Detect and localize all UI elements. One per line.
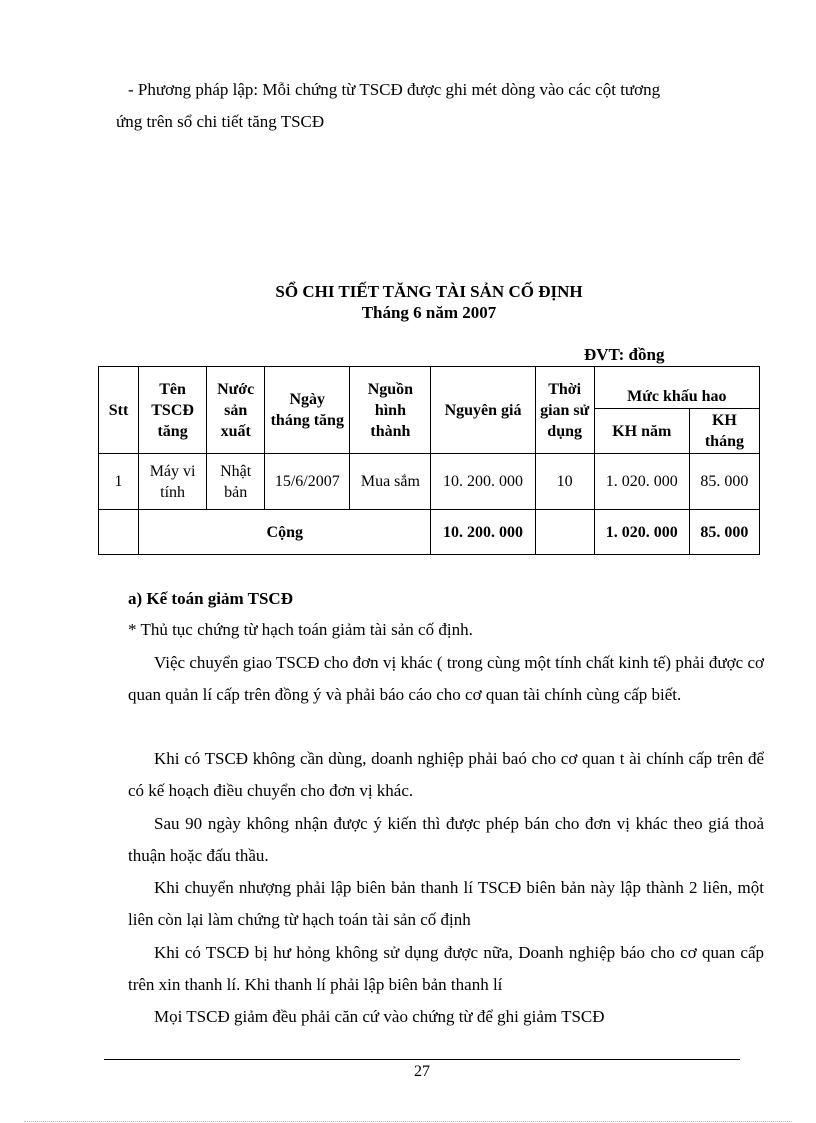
table-row bbox=[99, 454, 760, 510]
paragraph-4: Khi chuyển nhượng phải lập biên bản thanh lí TSCĐ biên bản này lập thành 2 liên, một liên còn lại làm chứng từ hạch toán tài sản cố định bbox=[128, 878, 764, 929]
page-edge bbox=[24, 1121, 792, 1122]
paragraph-2: Khi có TSCĐ không cần dùng, doanh nghiệp phải baó cho cơ quan t ài chính cấp trên để có kế hoạch điều chuyển cho đơn vị khác. bbox=[128, 749, 764, 800]
total-label: Cộng bbox=[139, 510, 431, 555]
ledger-unit: ĐVT: đồng bbox=[584, 345, 665, 364]
header-asset-name: Tên TSCĐ tăng bbox=[139, 367, 207, 454]
header-dep-month: KH tháng bbox=[689, 409, 759, 454]
cell-source: Mua sắm bbox=[350, 454, 431, 510]
cell-asset-name: Máy vi tính bbox=[139, 454, 207, 510]
paragraph-1: Việc chuyển giao TSCĐ cho đơn vị khác ( trong cùng một tính chất kinh tế) phải được cơ quan quản lí cấp trên đồng ý và phải báo cáo cho cơ quan tài chính cùng cấp biết. bbox=[128, 653, 764, 704]
total-dep-year: 1. 020. 000 bbox=[594, 510, 689, 555]
header-useful-life: Thời gian sử dụng bbox=[535, 367, 594, 454]
total-row bbox=[99, 510, 760, 555]
header-cost: Nguyên giá bbox=[431, 367, 535, 454]
cell-dep-year: 1. 020. 000 bbox=[594, 454, 689, 510]
page-number: 27 bbox=[414, 1063, 430, 1080]
total-empty-life bbox=[535, 510, 594, 555]
section-a-heading: a) Kế toán giảm TSCĐ bbox=[128, 589, 293, 608]
paragraph-6: Mọi TSCĐ giảm đều phải căn cứ vào chứng từ để ghi giảm TSCĐ bbox=[154, 1007, 605, 1026]
cell-stt: 1 bbox=[99, 454, 139, 510]
header-source: Nguồn hình thành bbox=[350, 367, 431, 454]
cell-dep-month: 85. 000 bbox=[689, 454, 759, 510]
cell-cost: 10. 200. 000 bbox=[431, 454, 535, 510]
procedure-line: * Thủ tục chứng từ hạch toán giảm tài sản cố định. bbox=[128, 620, 473, 639]
total-empty-stt bbox=[99, 510, 139, 555]
header-depreciation: Mức khấu hao bbox=[594, 367, 759, 409]
header-stt: Stt bbox=[99, 367, 139, 454]
header-dep-year: KH năm bbox=[594, 409, 689, 454]
header-date: Ngày tháng tăng bbox=[265, 367, 350, 454]
total-cost: 10. 200. 000 bbox=[431, 510, 535, 555]
paragraph-3: Sau 90 ngày không nhận được ý kiến thì được phép bán cho đơn vị khác theo giá thoả thuận hoặc đấu thầu. bbox=[128, 814, 764, 865]
paragraph-5: Khi có TSCĐ bị hư hỏng không sử dụng được nữa, Doanh nghiệp báo cho cơ quan cấp trên xin thanh lí. Khi thanh lí phải lập biên bản thanh lí bbox=[128, 943, 764, 994]
header-country: Nước sản xuất bbox=[207, 367, 265, 454]
ledger-table bbox=[98, 366, 760, 555]
method-line-2: ứng trên sổ chi tiết tăng TSCĐ bbox=[116, 112, 325, 131]
cell-date: 15/6/2007 bbox=[265, 454, 350, 510]
footer-divider bbox=[104, 1059, 740, 1060]
ledger-title: SỔ CHI TIẾT TĂNG TÀI SẢN CỐ ĐỊNH bbox=[275, 282, 583, 301]
cell-useful-life: 10 bbox=[535, 454, 594, 510]
total-dep-month: 85. 000 bbox=[689, 510, 759, 555]
ledger-subtitle: Tháng 6 năm 2007 bbox=[361, 303, 497, 322]
cell-country: Nhật bản bbox=[207, 454, 265, 510]
method-line-1: - Phương pháp lập: Mỗi chứng từ TSCĐ được ghi mét dòng vào các cột tương bbox=[128, 80, 661, 99]
